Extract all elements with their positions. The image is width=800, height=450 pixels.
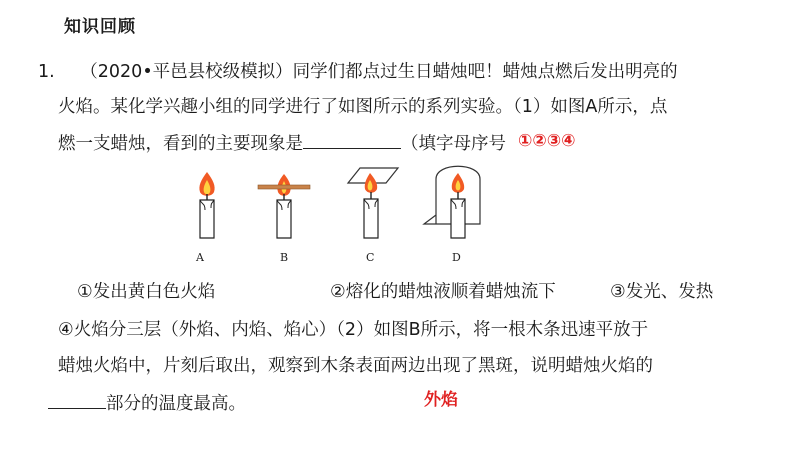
figure-label-a: A <box>196 251 204 264</box>
wooden-stick <box>258 185 310 189</box>
question-line-6: 蜡烛火焰中，片刻后取出，观察到木条表面两边出现了黑斑，说明蜡烛火焰的 <box>58 356 653 376</box>
flame-icon <box>199 172 214 196</box>
figure-label-c: C <box>366 251 375 264</box>
candle-figure-c <box>340 163 404 244</box>
question-line-3 <box>58 130 506 156</box>
question-text-7: 部分的温度最高。 <box>106 394 246 414</box>
option-2: ②熔化的蜡烛液顺着蜡烛流下 <box>330 282 556 302</box>
answer-blank-2 <box>48 390 106 409</box>
question-line-5: ④火焰分三层（外焰、内焰、焰心）（2）如图B所示，将一根木条迅速平放于 <box>58 320 649 340</box>
figure-label-d: D <box>452 251 461 264</box>
flame-icon <box>452 173 464 193</box>
question-number: 1. <box>38 62 55 82</box>
option-1: ①发出黄白色火焰 <box>77 282 216 302</box>
option-3: ③发光、发热 <box>610 282 714 302</box>
question-line-1 <box>38 60 678 84</box>
candle-figure-a <box>190 168 224 244</box>
answer-1: ①②③④ <box>518 131 576 151</box>
answer-2: 外焰 <box>424 390 458 410</box>
question-line-2: 火焰。某化学兴趣小组的同学进行了如图所示的系列实验。（1）如图A所示，点 <box>58 97 668 117</box>
question-text-3: 燃一支蜡烛，看到的主要现象是 <box>58 134 303 154</box>
section-title: 知识回顾 <box>64 17 136 37</box>
answer-blank-1 <box>303 130 401 149</box>
question-line-7 <box>48 390 246 416</box>
candle-figure-d <box>422 157 494 244</box>
question-text-3b: （填字母序号 <box>401 134 506 154</box>
figure-label-b: B <box>280 251 289 264</box>
candle-figure-b <box>254 168 314 244</box>
question-text-1: （2020•平邑县校级模拟）同学们都点过生日蜡烛吧！蜡烛点燃后发出明亮的 <box>80 62 678 82</box>
